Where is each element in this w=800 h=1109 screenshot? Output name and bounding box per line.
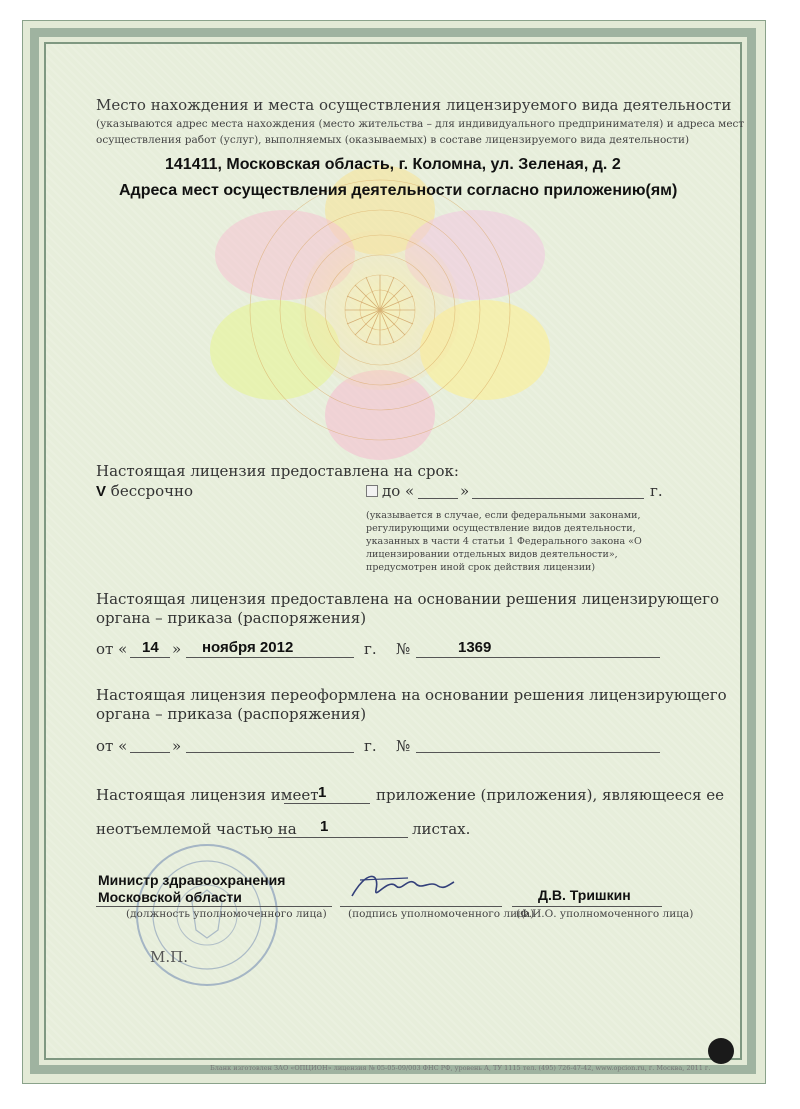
signer-position-line1: Министр здравоохранения — [98, 872, 286, 888]
sheets-count: 1 — [320, 818, 329, 835]
basis-line1: Настоящая лицензия предоставлена на основании решения лицензирующего — [96, 590, 720, 608]
reissue-close-quote: » — [172, 737, 182, 755]
name-line — [512, 906, 662, 907]
basis-number-line — [416, 657, 660, 658]
position-line — [96, 906, 332, 907]
basis-number: 1369 — [458, 639, 492, 656]
until-checkbox — [366, 485, 378, 497]
signature-line — [340, 906, 502, 907]
printer-info: Бланк изготовлен ЗАО «ОПЦИОН» лицензия № 05-05-09/003 ФНС РФ, уровень А, ТУ 1115 тел. (495) 726-47-42, www.opcion.ru, г. Москва, 2011 г. — [210, 1064, 711, 1072]
name-caption: (Ф.И.О. уполномоченного лица) — [516, 908, 694, 920]
term-until-row — [366, 482, 414, 500]
basis-number-label: № — [396, 640, 411, 658]
unlimited-label: бессрочно — [110, 482, 194, 500]
reissue-number-line — [416, 752, 660, 753]
signer-position-line2: Московской области — [98, 889, 242, 905]
until-date-line — [472, 498, 644, 499]
reissue-line2: органа – приказа (распоряжения) — [96, 705, 367, 723]
until-label: до « — [382, 482, 415, 500]
position-caption: (должность уполномоченного лица) — [126, 908, 327, 920]
unlimited-checkmark: V — [96, 483, 107, 500]
reissue-year-suffix: г. — [364, 737, 377, 755]
header-note-line2: осуществления работ (услуг), выполняемых (оказываемых) в составе лицензируемого вида деятельности) — [96, 134, 690, 146]
signer-name: Д.В. Тришкин — [538, 887, 631, 903]
address-secondary: Адреса мест осуществления деятельности согласно приложению(ям) — [119, 182, 678, 199]
address-main: 141411, Московская область, г. Коломна, ул. Зеленая, д. 2 — [165, 156, 621, 173]
basis-year-suffix: г. — [364, 640, 377, 658]
basis-day-line — [130, 657, 170, 658]
appendix-count-line — [284, 803, 370, 804]
header-title: Место нахождения и места осуществления лицензируемого вида деятельности — [96, 96, 732, 114]
appendix-label: приложение (приложения), являющееся ее — [376, 786, 725, 804]
handwritten-signature — [346, 866, 456, 908]
term-note: (указывается в случае, если федеральными законами, регулирующими осуществление видов деятельности, указанных в части 4 статьи 1 Федерального закона «О лицензировании отдельных видов деятельности», предусмотрен иной срок действия лицензии) — [366, 510, 642, 573]
until-day-line — [418, 498, 458, 499]
term-unlimited-row — [96, 482, 193, 500]
until-close-quote: » — [460, 482, 470, 500]
appendix-count: 1 — [318, 784, 327, 801]
reissue-line1: Настоящая лицензия переоформлена на основании решения лицензирующего — [96, 686, 727, 704]
reissue-from-label: от « — [96, 737, 128, 755]
punch-hole — [708, 1038, 734, 1064]
reissue-number-label: № — [396, 737, 411, 755]
signature-caption: (подпись уполномоченного лица) — [348, 908, 535, 920]
integral-label: неотъемлемой частью на — [96, 820, 297, 838]
until-year-suffix: г. — [650, 482, 663, 500]
basis-day: 14 — [142, 639, 159, 656]
sheets-label: листах. — [412, 820, 471, 838]
basis-month-line — [186, 657, 354, 658]
reissue-month-line — [186, 752, 354, 753]
term-label: Настоящая лицензия предоставлена на срок: — [96, 462, 459, 480]
reissue-day-line — [130, 752, 170, 753]
appendix-has-label: Настоящая лицензия имеет — [96, 786, 319, 804]
basis-month-year: ноября 2012 — [202, 639, 294, 656]
basis-line2: органа – приказа (распоряжения) — [96, 609, 367, 627]
basis-from-label: от « — [96, 640, 128, 658]
seal-label: М.П. — [150, 948, 188, 966]
basis-close-quote: » — [172, 640, 182, 658]
header-note-line1: (указываются адрес места нахождения (место жительства – для индивидуального предпринимателя) и адреса мест — [96, 118, 745, 130]
sheets-line — [268, 837, 408, 838]
